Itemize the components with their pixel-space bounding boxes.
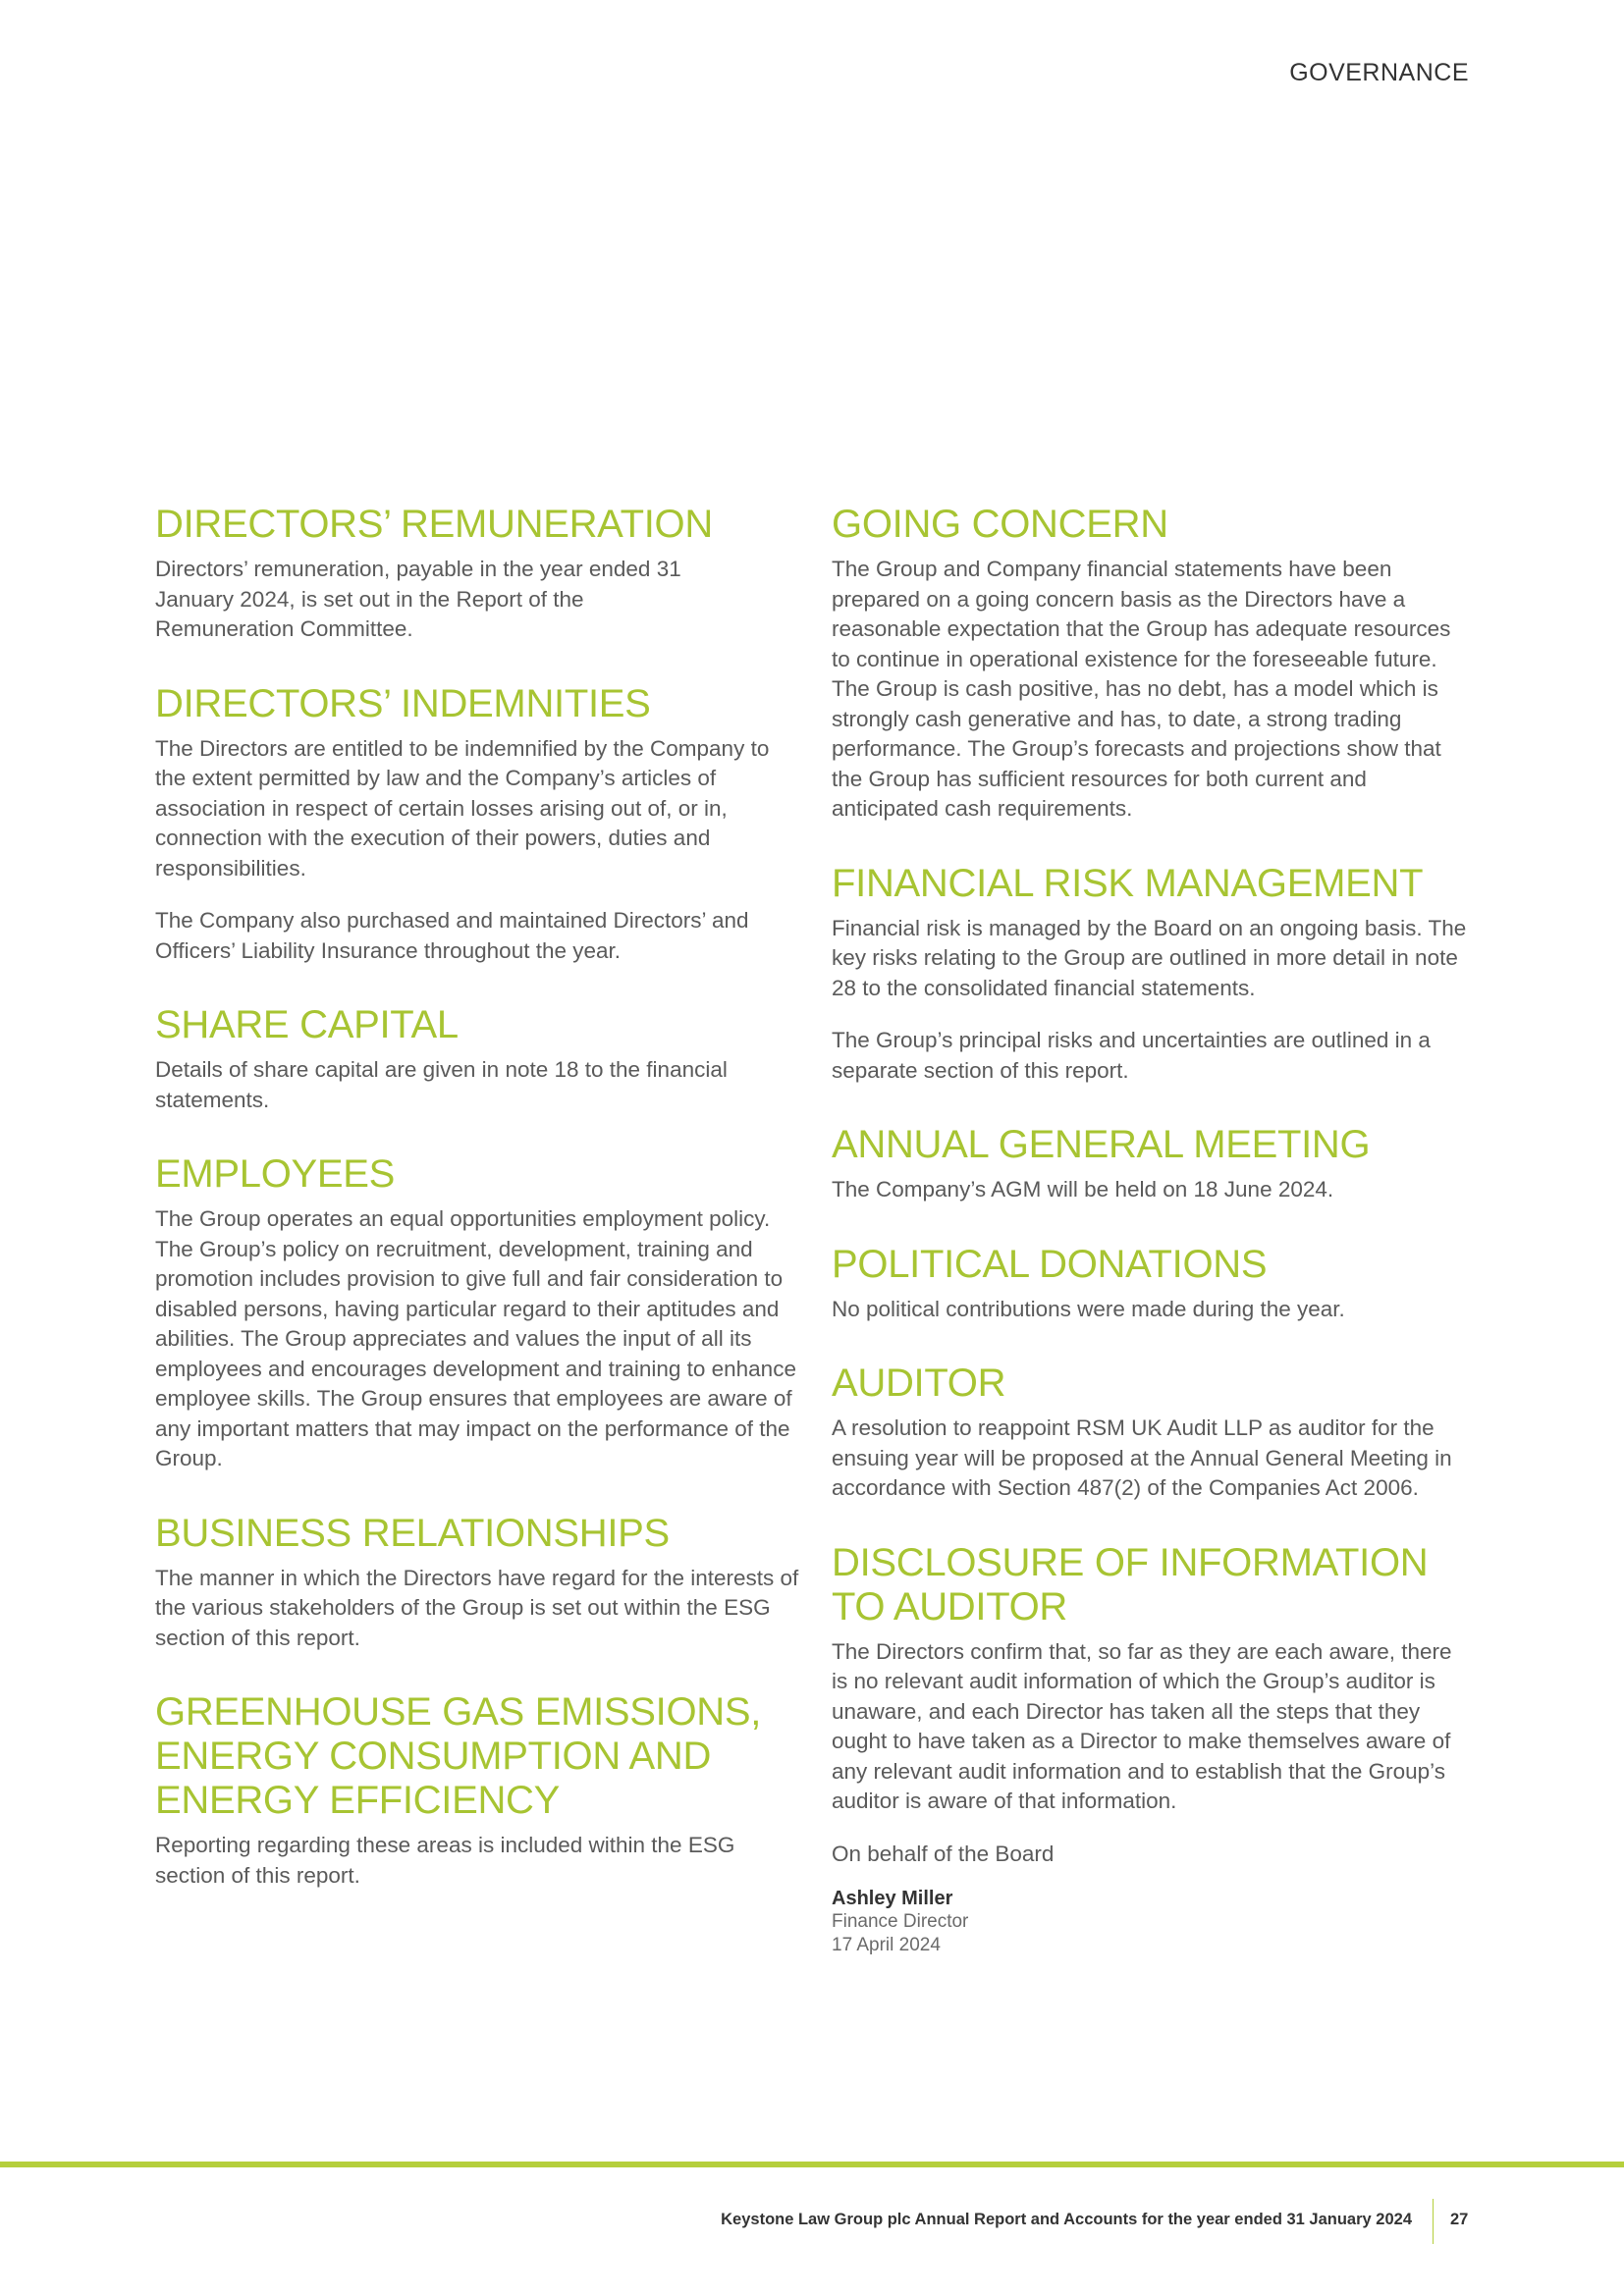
heading-greenhouse-gas (155, 1690, 799, 1823)
paragraph-employees: The Group operates an equal opportunities employment policy. The Group’s policy on recruitment, development, training and promotion includes provision to give full and fair consideration to disabled persons, having particular regard to their aptitudes and abilities. The Group appreciates and values the input of all its employees and encourages development and training to enhance employee skills. The Group ensures that employees are aware of any important matters that may impact on the performance of the Group. (155, 1206, 796, 1470)
heading-share-capital: SHARE CAPITAL (155, 1003, 459, 1046)
heading-going-concern: GOING CONCERN (832, 503, 1168, 546)
paragraph-share-capital: Details of share capital are given in note 18 to the financial statements. (155, 1057, 728, 1112)
left-column (155, 503, 799, 1891)
heading-ghg-line-2: ENERGY CONSUMPTION AND (155, 1735, 712, 1778)
footer-rule (0, 2162, 1624, 2167)
paragraph-auditor: A resolution to reappoint RSM UK Audit LLP as auditor for the ensuing year will be proposed at the Annual General Meeting in accordance with Section 487(2) of the Companies Act 2006. (832, 1415, 1452, 1500)
heading-financial-risk: FINANCIAL RISK MANAGEMENT (832, 861, 1424, 905)
heading-directors-indemnities: DIRECTORS’ INDEMNITIES (155, 681, 651, 725)
section-label: GOVERNANCE (1289, 59, 1469, 86)
paragraph-greenhouse-gas: Reporting regarding these areas is included within the ESG section of this report. (155, 1833, 735, 1888)
heading-employees: EMPLOYEES (155, 1152, 396, 1196)
heading-business-relationships: BUSINESS RELATIONSHIPS (155, 1511, 670, 1555)
heading-auditor: AUDITOR (832, 1362, 1006, 1405)
page-number: 27 (1450, 2211, 1469, 2228)
paragraph-indemnities-1: The Directors are entitled to be indemnified by the Company to the extent permitted by law and the Company’s articles of association in respect of certain losses arising out of, or in, connection with the execution of their powers, duties and responsibilities. (155, 735, 770, 881)
paragraph-agm: The Company’s AGM will be held on 18 June 2024. (832, 1177, 1334, 1201)
heading-agm: ANNUAL GENERAL MEETING (832, 1123, 1371, 1166)
paragraph-business-relationships: The manner in which the Directors have regard for the interests of the various stakeholders of the Group is set out within the ESG section of this report. (155, 1565, 799, 1650)
heading-ghg-line-3: ENERGY EFFICIENCY (155, 1779, 561, 1822)
signatory-name: Ashley Miller (832, 1888, 953, 1909)
paragraph-going-concern: The Group and Company financial statements have been prepared on a going concern basis as the Directors have a reasonable expectation that the Group has adequate resources to continue in operational existence for the foreseeable future. The Group is cash positive, has no debt, has a model which is strongly cash generative and has, to date, a strong trading performance. The Group’s forecasts and projections show that the Group has sufficient resources for both current and anticipated cash requirements. (832, 557, 1451, 821)
signatory-title: Finance Director (832, 1911, 969, 1932)
paragraph-political-donations: No political contributions were made during the year. (832, 1296, 1345, 1321)
heading-disclosure-line-2: TO AUDITOR (832, 1584, 1068, 1629)
footer-report-title: Keystone Law Group plc Annual Report and Accounts for the year ended 31 January 2024 (721, 2211, 1412, 2228)
paragraph-financial-risk-1: Financial risk is managed by the Board on an ongoing basis. The key risks relating to the Group are outlined in more detail in note 28 to the consolidated financial statements. (832, 915, 1467, 1000)
heading-ghg-line-1: GREENHOUSE GAS EMISSIONS, (155, 1690, 762, 1734)
heading-disclosure-line-1: DISCLOSURE OF INFORMATION (832, 1540, 1429, 1584)
paragraph-financial-risk-2: The Group’s principal risks and uncertainties are outlined in a separate section of this report. (832, 1028, 1431, 1083)
footer-separator (1433, 2199, 1434, 2244)
right-column (832, 503, 1470, 1957)
paragraph-disclosure: The Directors confirm that, so far as they are each aware, there is no relevant audit information of which the Group’s auditor is unaware, and each Director has taken all the steps that they ought to have taken as a Director to make themselves aware of any relevant audit information and to establish that the Group’s auditor is aware of that information. (832, 1638, 1452, 1813)
heading-directors-remuneration: DIRECTORS’ REMUNERATION (155, 503, 713, 546)
signature-date: 17 April 2024 (832, 1935, 941, 1955)
paragraph-remuneration: Directors’ remuneration, payable in the year ended 31 January 2024, is set out in the Report of the Remuneration Committee. (155, 557, 681, 641)
heading-political-donations: POLITICAL DONATIONS (832, 1242, 1268, 1286)
paragraph-on-behalf: On behalf of the Board (832, 1841, 1055, 1866)
heading-disclosure (832, 1541, 1470, 1629)
paragraph-indemnities-2: The Company also purchased and maintained Directors’ and Officers’ Liability Insurance throughout the year. (155, 908, 749, 963)
